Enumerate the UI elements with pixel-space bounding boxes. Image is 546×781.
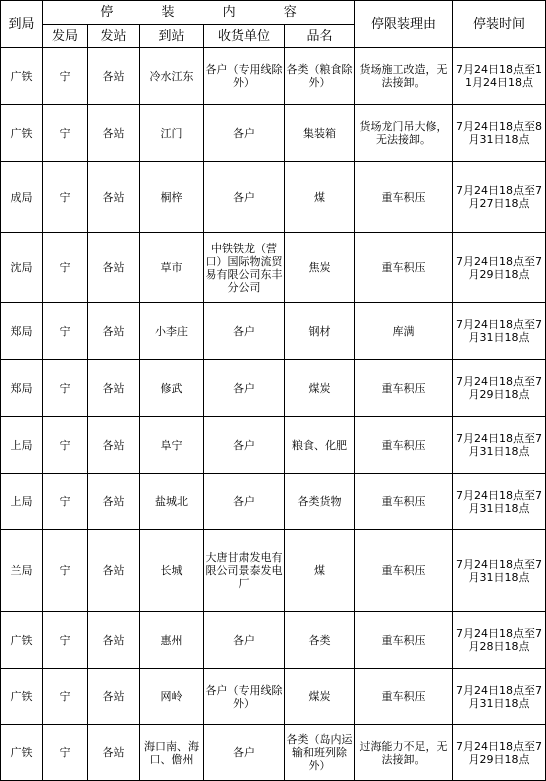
cell-consignee: 各户 [204,360,285,417]
cell-time: 7月24日18点至7月31日18点 [453,303,546,360]
cell-consignee: 中铁铁龙（营口）国际物流贸易有限公司东丰分公司 [204,233,285,303]
cell-goods: 集装箱 [285,105,355,162]
header-dest-bureau: 到局 [1,1,43,48]
cell-from-bureau: 宁 [43,303,88,360]
table-row [1,669,546,725]
cell-goods: 钢材 [285,303,355,360]
cell-from-station: 各站 [88,530,140,612]
header-group-title: 停 装 内 容 [43,1,355,25]
cell-dest-bureau: 广铁 [1,669,43,725]
cell-dest-bureau: 广铁 [1,725,43,781]
cell-to-station: 网岭 [140,669,204,725]
cell-reason: 重车积压 [355,669,453,725]
table-row [1,162,546,233]
table-row [1,417,546,474]
cell-time: 7月24日18点至8月31日18点 [453,105,546,162]
cell-dest-bureau: 广铁 [1,48,43,105]
cell-reason: 重车积压 [355,530,453,612]
cell-goods: 各类（粮食除外） [285,48,355,105]
cell-dest-bureau: 郑局 [1,303,43,360]
table-row [1,360,546,417]
cell-dest-bureau: 上局 [1,474,43,530]
cell-reason: 重车积压 [355,474,453,530]
header-to-station: 到站 [140,25,204,48]
cell-time: 7月24日18点至7月29日18点 [453,233,546,303]
cell-from-bureau: 宁 [43,669,88,725]
cell-from-station: 各站 [88,303,140,360]
cell-consignee: 各户 [204,725,285,781]
cell-dest-bureau: 郑局 [1,360,43,417]
cell-from-bureau: 宁 [43,233,88,303]
cell-goods: 煤 [285,162,355,233]
cell-consignee: 各户（专用线除外） [204,48,285,105]
cell-from-station: 各站 [88,48,140,105]
header-from-station: 发站 [88,25,140,48]
cell-from-station: 各站 [88,162,140,233]
cell-to-station: 惠州 [140,612,204,669]
cell-from-station: 各站 [88,612,140,669]
cell-from-bureau: 宁 [43,105,88,162]
cell-to-station: 长城 [140,530,204,612]
table-row [1,233,546,303]
table-row [1,725,546,781]
cell-from-bureau: 宁 [43,725,88,781]
cell-dest-bureau: 广铁 [1,612,43,669]
cell-to-station: 江门 [140,105,204,162]
cell-from-station: 各站 [88,669,140,725]
cell-time: 7月24日18点至7月31日18点 [453,417,546,474]
table-row [1,530,546,612]
cell-time: 7月24日18点至7月28日18点 [453,612,546,669]
cell-from-bureau: 宁 [43,48,88,105]
cell-time: 7月24日18点至7月29日18点 [453,725,546,781]
cell-from-station: 各站 [88,417,140,474]
cell-reason: 重车积压 [355,162,453,233]
cell-time: 7月24日18点至7月31日18点 [453,669,546,725]
table-row [1,105,546,162]
cell-time: 7月24日18点至7月31日18点 [453,530,546,612]
header-consignee: 收货单位 [204,25,285,48]
cell-goods: 各类（岛内运输和班列除外） [285,725,355,781]
cell-from-station: 各站 [88,233,140,303]
cell-reason: 过海能力不足，无法接卸。 [355,725,453,781]
cell-to-station: 草市 [140,233,204,303]
cell-time: 7月24日18点至11月24日18点 [453,48,546,105]
cell-consignee: 各户（专用线除外） [204,669,285,725]
cell-to-station: 桐梓 [140,162,204,233]
header-from-bureau: 发局 [43,25,88,48]
cell-goods: 煤 [285,530,355,612]
cell-goods: 焦炭 [285,233,355,303]
cell-from-station: 各站 [88,474,140,530]
cell-from-station: 各站 [88,725,140,781]
cell-dest-bureau: 上局 [1,417,43,474]
header-goods: 品名 [285,25,355,48]
cell-to-station: 阜宁 [140,417,204,474]
cell-to-station: 修武 [140,360,204,417]
table-row [1,48,546,105]
cell-consignee: 各户 [204,474,285,530]
cell-from-bureau: 宁 [43,162,88,233]
cell-goods: 各类货物 [285,474,355,530]
cell-to-station: 盐城北 [140,474,204,530]
cell-goods: 煤炭 [285,669,355,725]
cell-dest-bureau: 兰局 [1,530,43,612]
cell-from-station: 各站 [88,105,140,162]
cell-consignee: 各户 [204,417,285,474]
cell-reason: 货场龙门吊大修，无法接卸。 [355,105,453,162]
cell-to-station: 小李庄 [140,303,204,360]
cell-reason: 重车积压 [355,417,453,474]
cell-consignee: 各户 [204,303,285,360]
cell-time: 7月24日18点至7月31日18点 [453,474,546,530]
cell-consignee: 各户 [204,105,285,162]
cell-consignee: 各户 [204,162,285,233]
cell-from-bureau: 宁 [43,474,88,530]
cell-reason: 货场施工改造，无法接卸。 [355,48,453,105]
cell-reason: 重车积压 [355,360,453,417]
cell-dest-bureau: 沈局 [1,233,43,303]
cell-reason: 重车积压 [355,233,453,303]
cell-reason: 重车积压 [355,612,453,669]
cell-from-bureau: 宁 [43,530,88,612]
cell-from-bureau: 宁 [43,360,88,417]
cell-consignee: 各户 [204,612,285,669]
cell-goods: 煤炭 [285,360,355,417]
cell-to-station: 海口南、海口、儋州 [140,725,204,781]
cell-from-bureau: 宁 [43,612,88,669]
cell-from-station: 各站 [88,360,140,417]
table-row [1,474,546,530]
header-time: 停装时间 [453,1,546,48]
cell-goods: 各类 [285,612,355,669]
cell-time: 7月24日18点至7月27日18点 [453,162,546,233]
table-row [1,303,546,360]
cell-consignee: 大唐甘肃发电有限公司景泰发电厂 [204,530,285,612]
cell-time: 7月24日18点至7月29日18点 [453,360,546,417]
table-row [1,612,546,669]
cell-reason: 库满 [355,303,453,360]
cell-goods: 粮食、化肥 [285,417,355,474]
header-reason: 停限装理由 [355,1,453,48]
cell-dest-bureau: 广铁 [1,105,43,162]
cell-dest-bureau: 成局 [1,162,43,233]
cell-from-bureau: 宁 [43,417,88,474]
cell-to-station: 冷水江东 [140,48,204,105]
